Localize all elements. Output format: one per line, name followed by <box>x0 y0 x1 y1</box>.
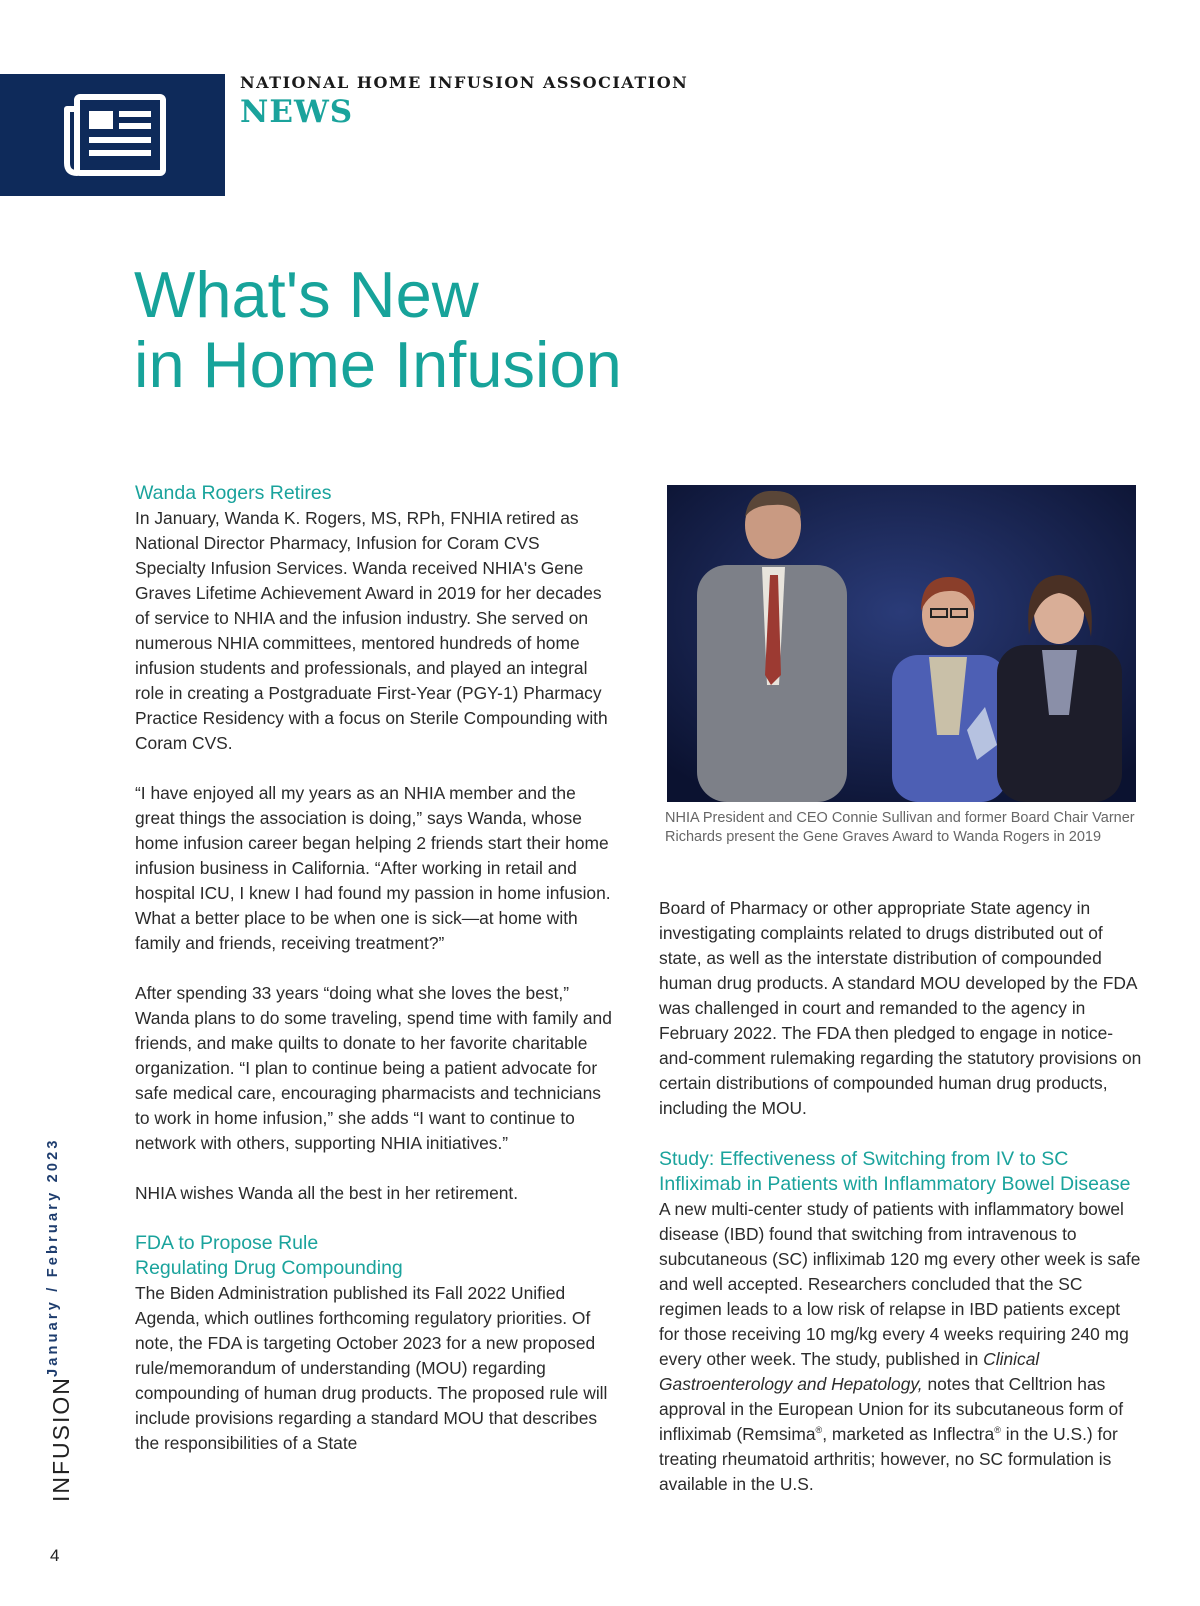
article-heading-line: FDA to Propose Rule <box>135 1232 319 1254</box>
article-paragraph: NHIA wishes Wanda all the best in her retirement. <box>135 1183 519 1203</box>
article-paragraph: The Biden Administration published its Fall 2022 Unified Agenda, which outlines forthcoming regulatory priorities. Of note, the FDA is targeting October 2023 for a new proposed rule/memorandum of understanding (MOU) regarding compounding of human drug products. The proposed rule will include provisions regarding a standard MOU that describes the responsibilities of a State <box>135 1283 608 1453</box>
photo-caption: NHIA President and CEO Connie Sullivan and former Board Chair Varner Richards present the Gene Graves Award to Wanda Rogers in 2019 <box>665 810 1135 845</box>
organization-name: NATIONAL HOME INFUSION ASSOCIATION <box>240 73 689 92</box>
article-paragraph: A new multi-center study of patients with inflammatory bowel disease (IBD) found that switching from intravenous to subcutaneous (SC) infliximab 120 mg every other week is safe and well accepted. Researchers concluded that the SC regimen leads to a low risk of relapse in IBD patients except for those receiving 10 mg/kg every 4 weeks requiring 240 mg every other week. The study, published in Clinical Gastroenterology and Hepatology, notes that Celltrion has approval in the European Union for its subcutaneous form of infliximab (Remsima®, marketed as Inflectra® in the U.S.) for treating rheumatoid arthritis; however, no SC formulation is available in the U.S. <box>659 1199 1141 1494</box>
article-paragraph: After spending 33 years “doing what she loves the best,” Wanda plans to do some traveling, spend time with family and friends, and make quilts to donate to her favorite charitable organization. “I plan to continue being a patient advocate for safe medical care, encouraging pharmacists and technicians to work in home infusion,” she adds “I want to continue to network with others, supporting NHIA initiatives.” <box>135 983 612 1153</box>
article-heading-fda <box>135 1231 615 1281</box>
article-heading-wanda: Wanda Rogers Retires <box>135 482 332 504</box>
article-heading-study <box>659 1147 1145 1197</box>
page-title-line-1: What's New <box>134 258 479 331</box>
article-heading-line: Regulating Drug Compounding <box>135 1257 403 1279</box>
right-column-continuation <box>659 896 1145 1146</box>
left-column <box>135 481 615 1481</box>
right-column-study <box>659 1147 1145 1522</box>
section-title: NEWS <box>240 94 354 130</box>
article-paragraph: Board of Pharmacy or other appropriate State agency in investigating complaints related to drugs distributed out of state, as well as the interstate distribution of compounded human drug products. A standard MOU developed by the FDA was challenged in court and remanded to the agency in February 2022. The FDA then pledged to engage in notice-and-comment rulemaking regarding the statutory provisions on certain distributions of compounded human drug products, including the MOU. <box>659 898 1142 1118</box>
magazine-logo: INFUSION <box>48 1376 74 1502</box>
page-number: 4 <box>50 1546 60 1565</box>
article-heading-line: Study: Effectiveness of Switching from IV to SC <box>659 1148 1069 1170</box>
news-badge <box>0 74 225 196</box>
article-paragraph: “I have enjoyed all my years as an NHIA member and the great things the association is doing,” says Wanda, whose home infusion career began helping 2 friends start their home infusion business in California. “After working in retail and hospital ICU, I knew I had found my passion in home infusion. What a better place to be when one is sick—at home with family and friends, receiving treatment?” <box>135 783 611 953</box>
article-heading-line: Infliximab in Patients with Inflammatory Bowel Disease <box>659 1173 1131 1195</box>
page-title <box>134 260 622 400</box>
newspaper-icon <box>53 87 173 183</box>
registered-mark: ® <box>815 1425 823 1436</box>
page-title-line-2: in Home Infusion <box>134 328 622 401</box>
article-paragraph: In January, Wanda K. Rogers, MS, RPh, FNHIA retired as National Director Pharmacy, Infusion for Coram CVS Specialty Infusion Services. Wanda received NHIA's Gene Graves Lifetime Achievement Award in 2019 for her decades of service to NHIA and the infusion industry. She served on numerous NHIA committees, mentored hundreds of home infusion students and professionals, and played an integral role in creating a Postgraduate First-Year (PGY-1) Pharmacy Practice Residency with a focus on Sterile Compounding with Coram CVS. <box>135 508 608 753</box>
issue-date: January / February 2023 <box>45 1137 61 1377</box>
journal-title: Clinical Gastroenterology and Hepatology, <box>659 1349 1040 1394</box>
registered-mark: ® <box>994 1425 1001 1436</box>
award-photo <box>667 485 1136 802</box>
